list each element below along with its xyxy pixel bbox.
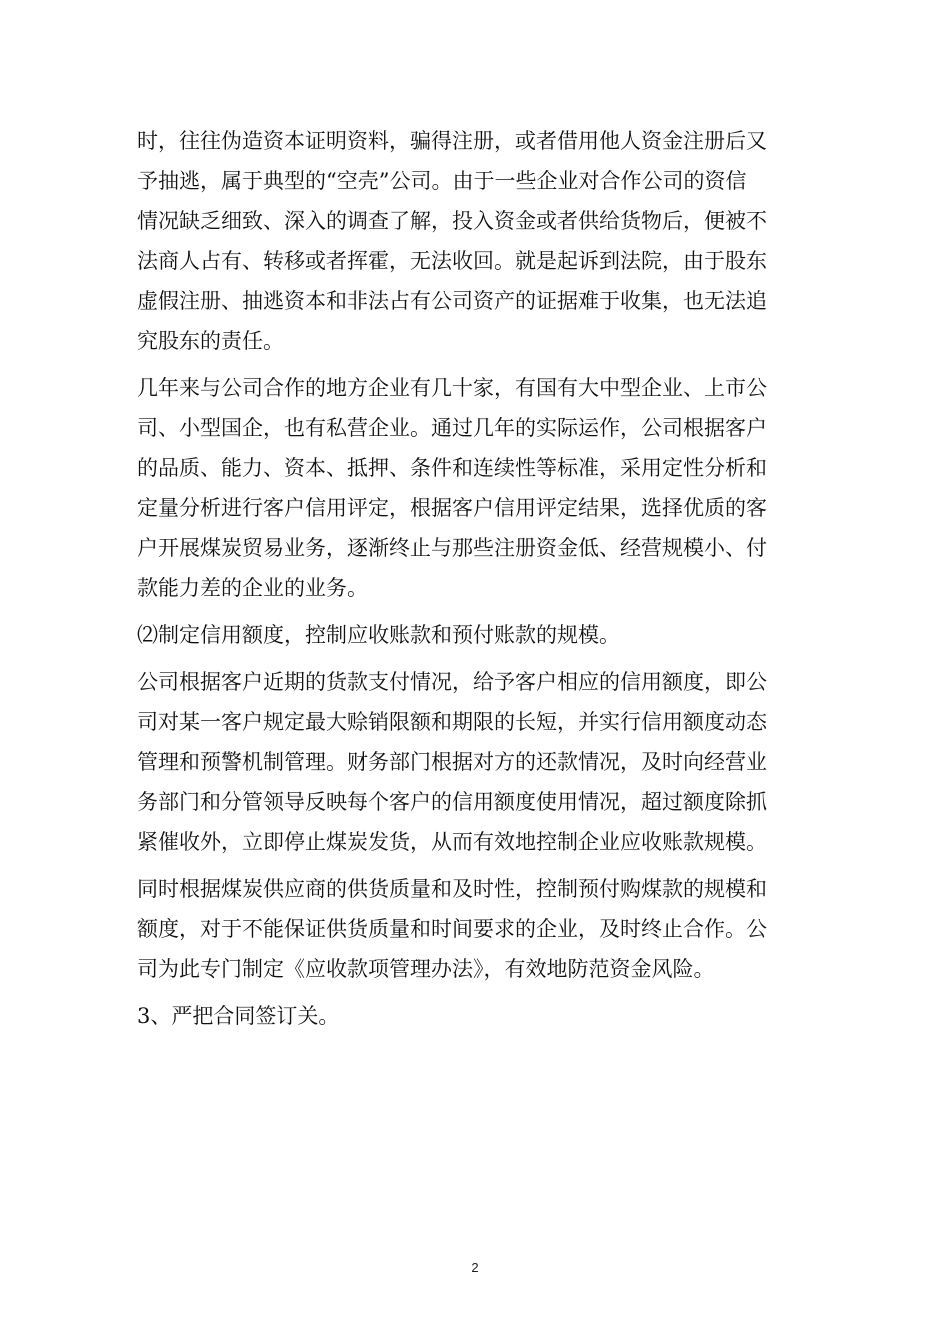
text-line: 虚假注册、抽逃资本和非法占有公司资产的证据难于收集，也无法追 — [137, 289, 767, 313]
text-line: 法商人占有、转移或者挥霍，无法收回。就是起诉到法院，由于股东 — [137, 249, 767, 273]
text-line: 务部门和分管领导反映每个客户的信用额度使用情况，超过额度除抓 — [137, 790, 767, 814]
text-line: 予抽逃，属于典型的“空壳”公司。由于一些企业对合作公司的资信 — [137, 169, 747, 193]
paragraph — [137, 869, 837, 989]
text-line: ⑵制定信用额度，控制应收账款和预付账款的规模。 — [137, 623, 620, 647]
text-line: 几年来与公司合作的地方企业有几十家，有国有大中型企业、上市公 — [137, 376, 767, 400]
text-line: 时，往往伪造资本证明资料，骗得注册，或者借用他人资金注册后又 — [137, 129, 767, 153]
paragraph — [137, 615, 837, 655]
text-line: 户开展煤炭贸易业务，逐渐终止与那些注册资金低、经营规模小、付 — [137, 536, 767, 560]
text-line: 司、小型国企，也有私营企业。通过几年的实际运作，公司根据客户 — [137, 416, 767, 440]
text-line: 司为此专门制定《应收款项管理办法》，有效地防范资金风险。 — [137, 957, 715, 981]
page-number: 2 — [471, 1260, 479, 1275]
text-line: 情况缺乏细致、深入的调查了解，投入资金或者供给货物后，便被不 — [137, 209, 767, 233]
text-line: 公司根据客户近期的货款支付情况，给予客户相应的信用额度，即公 — [137, 670, 767, 694]
text-line: 紧催收外，立即停止煤炭发货，从而有效地控制企业应收账款规模。 — [137, 830, 767, 854]
text-line: 额度，对于不能保证供货质量和时间要求的企业，及时终止合作。公 — [137, 917, 767, 941]
paragraph — [137, 662, 837, 862]
text-line: 的品质、能力、资本、抵押、条件和连续性等标准，采用定性分析和 — [137, 456, 767, 480]
text-line: 同时根据煤炭供应商的供货质量和及时性，控制预付购煤款的规模和 — [137, 877, 767, 901]
text-line: 究股东的责任。 — [137, 329, 284, 353]
text-line: 管理和预警机制管理。财务部门根据对方的还款情况，及时向经营业 — [137, 750, 767, 774]
text-line: 款能力差的企业的业务。 — [137, 576, 368, 600]
paragraph — [137, 996, 837, 1036]
document-body — [137, 121, 837, 1036]
text-line: 定量分析进行客户信用评定，根据客户信用评定结果，选择优质的客 — [137, 496, 767, 520]
paragraph — [137, 368, 837, 608]
text-line: 3、严把合同签订关。 — [137, 1004, 340, 1028]
text-line: 司对某一客户规定最大赊销限额和期限的长短，并实行信用额度动态 — [137, 710, 767, 734]
paragraph — [137, 121, 837, 361]
